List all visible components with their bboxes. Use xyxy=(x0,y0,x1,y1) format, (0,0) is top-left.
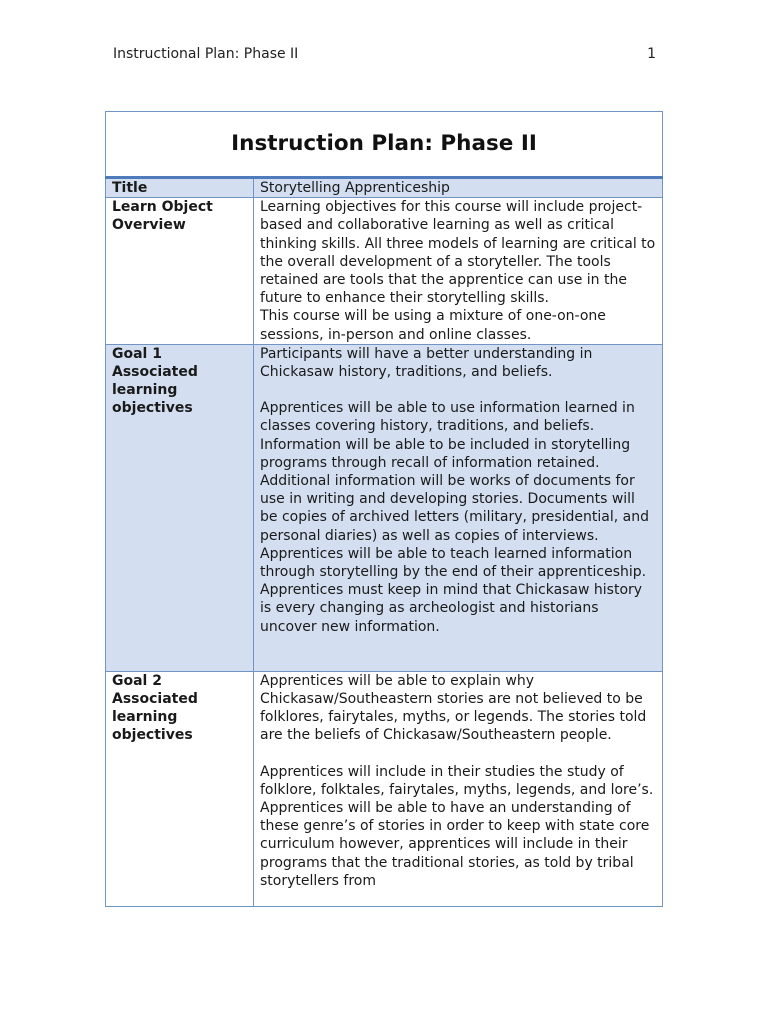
running-title: Instructional Plan: Phase II xyxy=(113,46,299,62)
content-paragraph: Learning objectives for this course will include project-based and collaborative learning as well as critical thinking skills. All three models of learning are critical to the overall development of a storyteller. The tools retained are tools that the apprentice can use in the future to enhance their storytelling skills. xyxy=(260,199,656,307)
row-label: Goal 1 Associated learning objectives xyxy=(106,344,254,671)
instruction-plan-table xyxy=(105,111,663,907)
running-header xyxy=(113,46,656,62)
table-title: Instruction Plan: Phase II xyxy=(106,112,663,178)
table-row-title xyxy=(106,178,663,198)
page-number: 1 xyxy=(647,46,656,62)
content-paragraph: Apprentices will be able to use information learned in classes covering history, traditions, and beliefs. Information will be able to be included in storytelling programs through recall of information retained. Additional information will be works of documents for use in writing and developing stories. Documents will be copies of archived letters (military, presidential, and personal diaries) as well as copies of interviews. Apprentices will be able to teach learned information through storytelling by the end of their apprenticeship. Apprentices must keep in mind that Chickasaw history is every changing as archeologist and historians uncover new information. xyxy=(260,400,649,635)
content-paragraph: This course will be using a mixture of one-on-one sessions, in-person and online classes. xyxy=(260,308,606,343)
row-content xyxy=(254,671,663,906)
content-paragraph: Participants will have a better understanding in Chickasaw history, traditions, and beliefs. xyxy=(260,345,593,381)
table-row-goal-1 xyxy=(106,344,663,671)
row-label: Learn Object Overview xyxy=(106,198,254,345)
table-title-row xyxy=(106,112,663,178)
row-label: Title xyxy=(106,178,254,198)
table-row-goal-2 xyxy=(106,671,663,906)
row-content xyxy=(254,178,663,198)
content-paragraph: Apprentices will be able to explain why Chickasaw/Southeastern stories are not believed to be folklores, fairytales, myths, or legends. The stories told are the beliefs of Chickasaw/Southeastern people. xyxy=(260,672,647,744)
row-content xyxy=(254,344,663,671)
row-label: Goal 2 Associated learning objectives xyxy=(106,671,254,906)
row-content xyxy=(254,198,663,345)
table-row-overview xyxy=(106,198,663,345)
content-paragraph: Storytelling Apprenticeship xyxy=(260,180,450,196)
content-paragraph: Apprentices will include in their studies the study of folklore, folktales, fairytales, myths, legends, and lore’s. Apprentices will be able to have an understanding of these genre’s of stories in order to keep with state core curriculum however, apprentices will include in their programs that the traditional stories, as told by tribal storytellers from xyxy=(260,763,654,889)
